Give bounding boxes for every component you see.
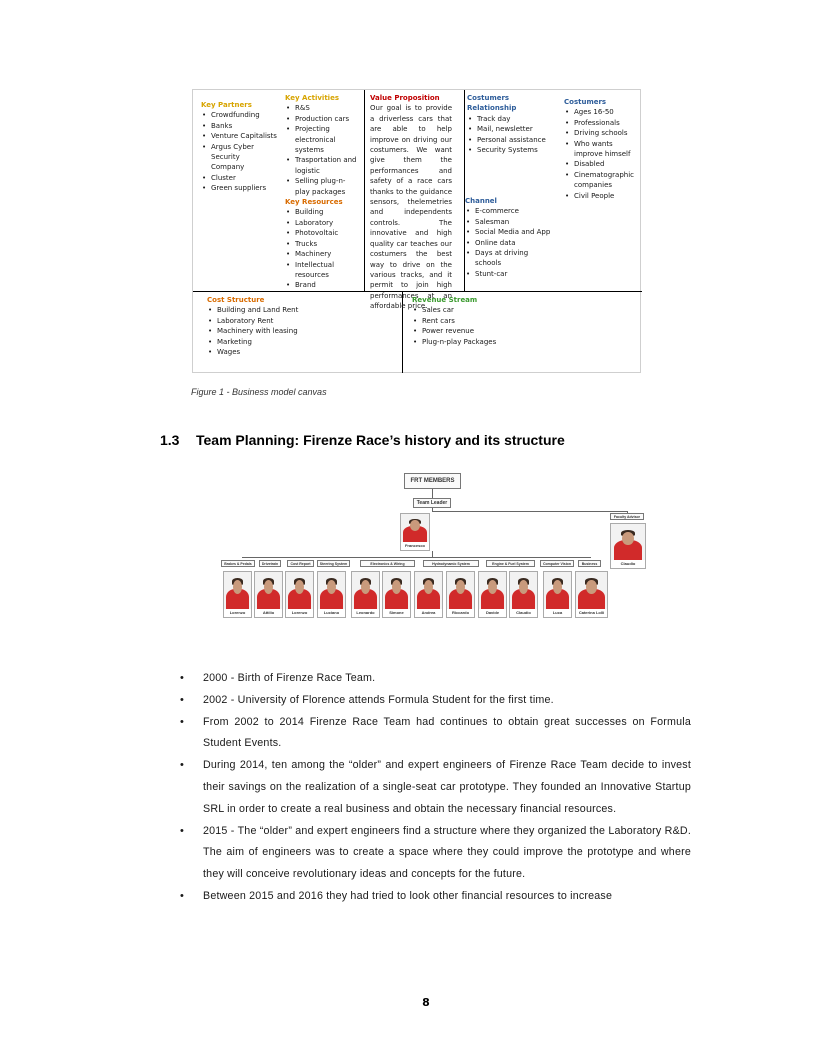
list-item: • Machinery with leasing bbox=[207, 326, 387, 336]
value-proposition-title: Value Proposition bbox=[370, 94, 440, 102]
member-photo bbox=[285, 571, 314, 618]
advisor-box: Faculty Advisor bbox=[610, 513, 644, 520]
list-item: • 2000 - Birth of Firenze Race Team. bbox=[180, 668, 691, 690]
list-item: • Security Systems bbox=[467, 145, 563, 155]
list-item: • From 2002 to 2014 Firenze Race Team had continues to obtain great successes on Formula Student Events. bbox=[180, 712, 691, 756]
connector bbox=[432, 489, 433, 498]
advisor-name: Claudio bbox=[611, 560, 645, 568]
list-item: • Building bbox=[285, 207, 361, 217]
connector bbox=[242, 557, 591, 558]
member-photo bbox=[446, 571, 475, 618]
list-item: • Days at driving schools bbox=[465, 248, 535, 269]
cost-structure-block bbox=[207, 295, 387, 357]
list-item: • Marketing bbox=[207, 337, 387, 347]
list-item: • Power revenue bbox=[412, 326, 612, 336]
member-photo bbox=[351, 571, 380, 618]
member-photo bbox=[223, 571, 252, 618]
member-photo bbox=[317, 571, 346, 618]
member-photo bbox=[382, 571, 411, 618]
list-item: • Track day bbox=[467, 114, 563, 124]
page-number: 8 bbox=[422, 996, 430, 1009]
member-photo bbox=[543, 571, 572, 618]
list-item: • Projecting electronical systems bbox=[285, 124, 341, 155]
list-item: • Crowdfunding bbox=[201, 110, 286, 120]
list-item: • Ages 16-50 bbox=[564, 107, 640, 117]
member-name: Luciano bbox=[318, 609, 345, 617]
org-chart bbox=[220, 470, 650, 620]
advisor-photo bbox=[610, 523, 646, 569]
canvas-divider bbox=[364, 90, 365, 291]
relationship-title-line2: Relationship bbox=[467, 104, 517, 113]
department-box: Drivetrain bbox=[259, 560, 281, 567]
list-item: • Production cars bbox=[285, 114, 361, 124]
department-box: Steering System bbox=[317, 560, 350, 567]
list-item: • Photovoltaic bbox=[285, 228, 361, 238]
department-box: Brakes & Pedals bbox=[221, 560, 255, 567]
relationship-block bbox=[467, 93, 563, 155]
list-item: • Online data bbox=[465, 238, 561, 248]
department-box: Engine & Fuel System bbox=[486, 560, 535, 567]
value-proposition-text: Our goal is to provide a driverless cars that are able to help improve on driving our costumers. We want give them the performances and safety of a race cars thanks to the guidance sensors, thelemetries and independents controls. The innovative and high quality car teaches our costumers the best way to drive on the various tracks, and it permit to join high performances at an affordable price. bbox=[370, 104, 452, 311]
department-box: Computer Vision bbox=[540, 560, 574, 567]
member-photo bbox=[509, 571, 538, 618]
list-item: • Disabled bbox=[564, 159, 640, 169]
member-name: Simone bbox=[383, 609, 410, 617]
list-item: • Laboratory bbox=[285, 218, 361, 228]
revenue-stream-block bbox=[412, 295, 612, 347]
list-item: • During 2014, ten among the “older” and expert engineers of Firenze Race Team decide to invest their savings on the realization of a single-seat car prototype. They founded an Innovative Startup SRL in order to create a real business and obtain the necessary financial resources. bbox=[180, 755, 691, 820]
key-activities-title: Key Activities bbox=[285, 94, 339, 102]
list-item: • Who wants improve himself bbox=[564, 139, 636, 160]
member-name: Davide bbox=[479, 609, 506, 617]
figure-caption: Figure 1 - Business model canvas bbox=[191, 387, 327, 397]
list-item: • Sales car bbox=[412, 305, 612, 315]
department-box: Cost Report bbox=[287, 560, 314, 567]
list-item: • R&S bbox=[285, 103, 361, 113]
list-item: • Rent cars bbox=[412, 316, 612, 326]
list-item: • 2002 - University of Florence attends Formula Student for the first time. bbox=[180, 690, 691, 712]
member-name: Caterina Lolli bbox=[576, 609, 607, 617]
department-box: Hydrodynamic System bbox=[423, 560, 479, 567]
list-item: • Venture Capitalists bbox=[201, 131, 286, 141]
list-item: • Stunt-car bbox=[465, 269, 561, 279]
customers-title: Costumers bbox=[564, 98, 607, 106]
list-item: • 2015 - The “older” and expert engineers find a structure where they organized the Laboratory R&D. The aim of engineers was to create a space where they could improve the prototype and where they will conceive revolutionary ideas and concepts for the future. bbox=[180, 821, 691, 886]
member-name: Luca bbox=[544, 609, 571, 617]
key-partners-title: Key Partners bbox=[201, 101, 252, 109]
team-leader-box: Team Leader bbox=[413, 498, 451, 508]
member-photo bbox=[254, 571, 283, 618]
org-root-box: FRT MEMBERS bbox=[404, 473, 461, 489]
connector bbox=[432, 511, 628, 512]
list-item: • Wages bbox=[207, 347, 387, 357]
list-item: • Banks bbox=[201, 121, 286, 131]
list-item: • Plug-n-play Packages bbox=[412, 337, 612, 347]
list-item: • Building and Land Rent bbox=[207, 305, 387, 315]
value-proposition-block bbox=[370, 93, 452, 312]
list-item: • Brand bbox=[285, 280, 361, 290]
list-item: • Selling plug-n-play packages bbox=[285, 176, 347, 197]
channel-title: Channel bbox=[465, 197, 497, 205]
leader-name: Francesco bbox=[401, 542, 429, 550]
member-name: Claudio bbox=[510, 609, 537, 617]
list-item: • Cinematographic companies bbox=[564, 170, 638, 191]
revenue-stream-title: Revenue Stream bbox=[412, 296, 478, 304]
cost-structure-title: Cost Structure bbox=[207, 296, 265, 304]
member-photo bbox=[478, 571, 507, 618]
member-name: Riccardo bbox=[447, 609, 474, 617]
channel-block bbox=[465, 196, 561, 279]
member-name: Lorenzo bbox=[224, 609, 251, 617]
list-item: • Social Media and App bbox=[465, 227, 561, 237]
list-item: • Trasportation and logistic bbox=[285, 155, 361, 176]
member-name: Andrea bbox=[415, 609, 442, 617]
list-item: • Mail, newsletter bbox=[467, 124, 563, 134]
key-partners-block bbox=[201, 100, 286, 194]
list-item: • Green suppliers bbox=[201, 183, 286, 193]
key-resources-title: Key Resources bbox=[285, 198, 343, 207]
section-number: 1.3 bbox=[160, 432, 180, 448]
list-item: • Driving schools bbox=[564, 128, 640, 138]
customers-block bbox=[564, 97, 640, 201]
list-item: • Professionals bbox=[564, 118, 640, 128]
list-item: • Cluster bbox=[201, 173, 286, 183]
section-title: Team Planning: Firenze Race’s history and its structure bbox=[196, 432, 565, 448]
leader-photo bbox=[400, 513, 430, 551]
department-box: Electronics & Wiring bbox=[360, 560, 415, 567]
list-item: • E-commerce bbox=[465, 206, 561, 216]
member-photo bbox=[414, 571, 443, 618]
list-item: • Between 2015 and 2016 they had tried to look other financial resources to increase bbox=[180, 886, 691, 908]
list-item: • Trucks bbox=[285, 239, 361, 249]
department-box: Business bbox=[578, 560, 601, 567]
list-item: • Argus Cyber Security Company bbox=[201, 142, 265, 173]
member-name: Leonardo bbox=[352, 609, 379, 617]
list-item: • Intellectual resources bbox=[285, 260, 335, 281]
business-model-canvas bbox=[192, 89, 641, 373]
member-photo bbox=[575, 571, 608, 618]
list-item: • Civil People bbox=[564, 191, 640, 201]
list-item: • Machinery bbox=[285, 249, 361, 259]
history-bullet-list bbox=[180, 668, 691, 908]
list-item: • Personal assistance bbox=[467, 135, 563, 145]
relationship-title-line1: Costumers bbox=[467, 94, 510, 102]
list-item: • Salesman bbox=[465, 217, 561, 227]
member-name: Lorenzo bbox=[286, 609, 313, 617]
member-name: Attilio bbox=[255, 609, 282, 617]
key-activities-block bbox=[285, 93, 361, 291]
list-item: • Laboratory Rent bbox=[207, 316, 387, 326]
